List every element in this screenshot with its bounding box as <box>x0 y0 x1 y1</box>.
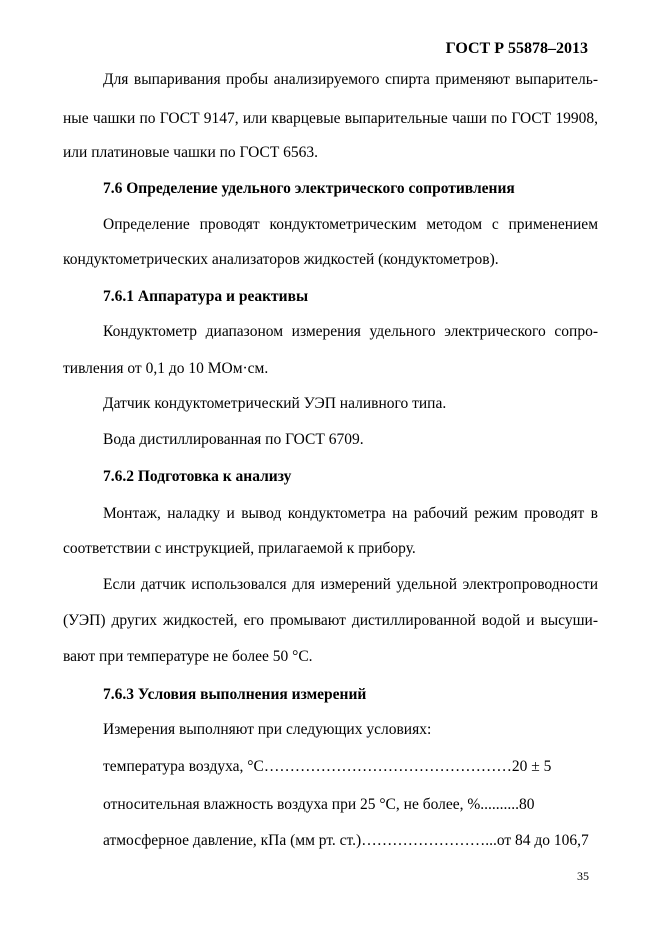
condition-item-humidity: относительная влажность воздуха при 25 °С, не более, %..........80 <box>103 796 535 813</box>
paragraph-line: Вода дистиллированная по ГОСТ 6709. <box>103 431 364 448</box>
paragraph-line: вают при температуре не более 50 °С. <box>63 648 313 665</box>
section-heading-7-6-1: 7.6.1 Аппаратура и реактивы <box>103 288 309 305</box>
document-standard-code: ГОСТ Р 55878–2013 <box>445 40 588 57</box>
page-number: 35 <box>577 869 589 883</box>
paragraph-line: (УЭП) других жидкостей, его промывают дистиллированной водой и высуши- <box>63 612 598 629</box>
paragraph-line: или платиновые чашки по ГОСТ 6563. <box>63 144 319 161</box>
paragraph-line: ные чашки по ГОСТ 9147, или кварцевые выпарительные чаши по ГОСТ 19908, <box>63 110 598 127</box>
paragraph-line: Измерения выполняют при следующих условиях: <box>103 721 432 738</box>
condition-item-pressure: атмосферное давление, кПа (мм рт. ст.)……………………...от 84 до 106,7 <box>103 832 589 849</box>
paragraph-line: соответствии с инструкцией, прилагаемой к прибору. <box>63 540 416 557</box>
paragraph-line: Если датчик использовался для измерений удельной электропроводности <box>103 576 598 593</box>
section-heading-7-6-2: 7.6.2 Подготовка к анализу <box>103 468 292 485</box>
paragraph-line: тивления от 0,1 до 10 МОм·см. <box>63 360 269 377</box>
paragraph-line: Определение проводят кондуктометрическим методом с применением <box>103 216 598 233</box>
paragraph-line: Датчик кондуктометрический УЭП наливного типа. <box>103 395 447 412</box>
section-heading-7-6: 7.6 Определение удельного электрического сопротивления <box>103 180 515 197</box>
paragraph-line: кондуктометрических анализаторов жидкостей (кондуктометров). <box>63 251 499 268</box>
paragraph-line: Монтаж, наладку и вывод кондуктометра на рабочий режим проводят в <box>103 505 598 522</box>
paragraph-line: Кондуктометр диапазоном измерения удельного электрического сопро- <box>103 323 598 340</box>
paragraph-line: Для выпаривания пробы анализируемого спирта применяют выпаритель- <box>103 71 598 88</box>
section-heading-7-6-3: 7.6.3 Условия выполнения измерений <box>103 686 367 703</box>
condition-item-temperature: температура воздуха, °С…………………………………………20 ± 5 <box>103 758 552 775</box>
